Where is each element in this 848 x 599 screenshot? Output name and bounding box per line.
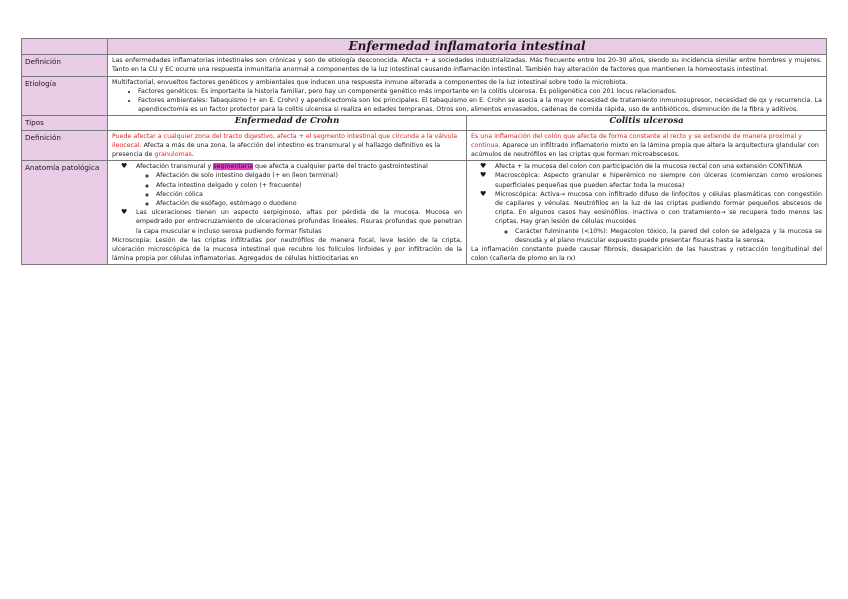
etiology-cell: [108, 76, 827, 116]
crohn-definition-cell: [108, 130, 467, 161]
etiology-factor-list: [112, 87, 822, 115]
colitis-definition-highlight: Es una inflamación del colón que afecta de forma constante al recto y se extiende de manera proximal y continua.: [471, 132, 802, 149]
crohn-pathology-cell: [108, 161, 467, 265]
crohn-pathology-list: [112, 162, 462, 236]
colitis-fulminant-list: [495, 227, 822, 245]
etiology-row: [22, 76, 827, 116]
colitis-mucosa-item: ♥ Afecta + la mucosa del colon con participación de la mucosa rectal con una extensión CONTINUA: [495, 162, 822, 171]
crohn-microscopy-text: Microscopia: Lesión de las criptas infiltradas por neutrófilos de manera focal, leve lesión de la cripta, ulceración microscópica de la mucosa intestinal que recubre los folículos linfoides y por infiltración de la lámina propia por células inflamatorias. Agregados de células histiocitarias en: [112, 236, 462, 263]
crohn-location-item: ◦ Afectación de esófago, estómago o duodeno: [156, 199, 462, 208]
colitis-microscopic-text: Microscópica: Activa→ mucosa con infiltrado difuso de linfocitos y células plasmáticas con congestión de capilares y vénulas. Neutrófilos en la luz de las criptas pudiendo formar pequeños abscesos de cripta. En algunos casos hay eosinófilos. Inactiva o con tratamiento→ se recupera todo menos las criptas. Hay gran lesión de células mucoides: [495, 190, 823, 226]
crohn-header: Enfermedad de Crohn: [108, 116, 467, 130]
crohn-location-item: ◦ Afección cólica: [156, 190, 462, 199]
colitis-definition-cell: [467, 130, 827, 161]
pathology-row: [22, 161, 827, 265]
definition-row: [22, 55, 827, 76]
etiology-intro: Multifactorial, envueltos factores genéticos y ambientales que inducen una respuesta inmune alterada a componentes de la luz intestinal sobre todo la microbiota.: [112, 78, 628, 86]
crohn-definition-highlight: Puede afectar a cualquier zona del tracto digestivo, afecta + el segmento intestinal que circunda a la válvula ileocecal.: [112, 132, 458, 149]
granulomas-term: granulomas: [154, 151, 192, 159]
segmentaria-highlight: segmentaria: [213, 163, 253, 171]
colitis-fibrosis-text: La inflamación constante puede causar fibrosis, desaparición de las haustras y retracción longitudinal del colon (cañería de plomo en la rx): [471, 246, 823, 263]
types-label: Tipos: [22, 116, 108, 130]
genetic-factors-item: • Factores genéticos: Es importante la historia familiar, pero hay un componente genético más importante en la colitis ulcerosa. Es poligenética con 201 locus relacionados.: [138, 87, 822, 96]
title-corner-cell: [22, 39, 108, 55]
environmental-factors-item: • Factores ambientales: Tabaquismo (+ en E. Crohn) y apendicectomía son los principales. El tabaquismo en E. Crohn se asocia a la mayor necesidad de tratamiento inmunosupresor, necesidad de qx y recurrencia. La apendicectomía es un factor protector para la colitis ulcerosa si realiza en edades tempranas. Otros son, alimentos envasados, cadenas de comida rápida, uso de antibióticos, disminución de la fibra y aditivos.: [138, 96, 822, 114]
colitis-macroscopic-item: ♥ Macroscópica: Aspecto granular e hiperémico no siempre con úlceras (comienzan como erosiones superficiales pequeñas que pueden afectar toda la mucosa): [495, 171, 822, 189]
definition-types-row: [22, 130, 827, 161]
crohn-ulcerations-item: ♥ Las ulceraciones tienen un aspecto serpiginoso, aftas por pérdida de la mucosa. Mucosa en empedrado por entrecruzamiento de ulceraciones profundas lineales. Fisuras profundas que penetran la capa muscular e incluso serosa pudiendo formar fístulas: [136, 208, 462, 236]
crohn-definition-text: Afecta a más de una zona, la afección del intestino es transmural y el hallazgo definitivo es la presencia de: [112, 141, 441, 159]
crohn-definition-end: .: [191, 151, 194, 159]
crohn-transmural-text: Afectación transmural y: [136, 163, 214, 171]
definition-text: Las enfermedades inflamatorias intestinales son crónicas y son de etiología desconocida. Afecta + a sociedades industrializadas. Más frecuente entre los 20-30 años, siendo su incidencia similar entre hombres y mujeres. Tanto en la CU y EC ocurre una respuesta inmunitaria anormal a componentes de la luz intestinal causando inflamación intestinal. También hay alteración de factores que mantienen la homeostasis intestinal.: [108, 55, 827, 76]
document-page: [21, 38, 826, 265]
etiology-label: Etiología: [22, 76, 108, 116]
summary-table: [21, 38, 827, 265]
colitis-pathology-list: [471, 162, 822, 245]
crohn-transmural-text-end: que afecta a cualquier parte del tracto gastrointestinal: [252, 163, 428, 171]
colitis-definition-text: Aparece un infiltrado inflamatorio mixto en la lámina propia que altera la arquitectura glandular con acúmulos de neutrófilos en las criptas que forman microabscesos.: [471, 141, 819, 159]
crohn-location-list: [136, 171, 462, 208]
definition-label: Definición: [22, 55, 108, 76]
colitis-pathology-cell: [467, 161, 827, 265]
crohn-transmural-item: [136, 162, 462, 208]
colitis-header: Colitis ulcerosa: [467, 116, 827, 130]
types-row: [22, 116, 827, 130]
title-row: [22, 39, 827, 55]
colitis-fulminant-item: ◦ Carácter fulminante (<10%): Megacolon tóxico, la pared del colon se adelgaza y la mucosa se desnuda y el plano muscular expuesto puede presentar fisuras hasta la serosa.: [515, 227, 822, 245]
crohn-location-item: ◦ Afectación de solo intestino delgado (+ en íleon terminal): [156, 171, 462, 180]
pathology-label: Anatomía patológica: [22, 161, 108, 265]
colitis-microscopic-item: [495, 190, 822, 245]
document-title: Enfermedad inflamatoria intestinal: [108, 39, 827, 55]
definition-types-label: Definición: [22, 130, 108, 161]
crohn-location-item: ◦ Afecta intestino delgado y colon (+ frecuente): [156, 181, 462, 190]
